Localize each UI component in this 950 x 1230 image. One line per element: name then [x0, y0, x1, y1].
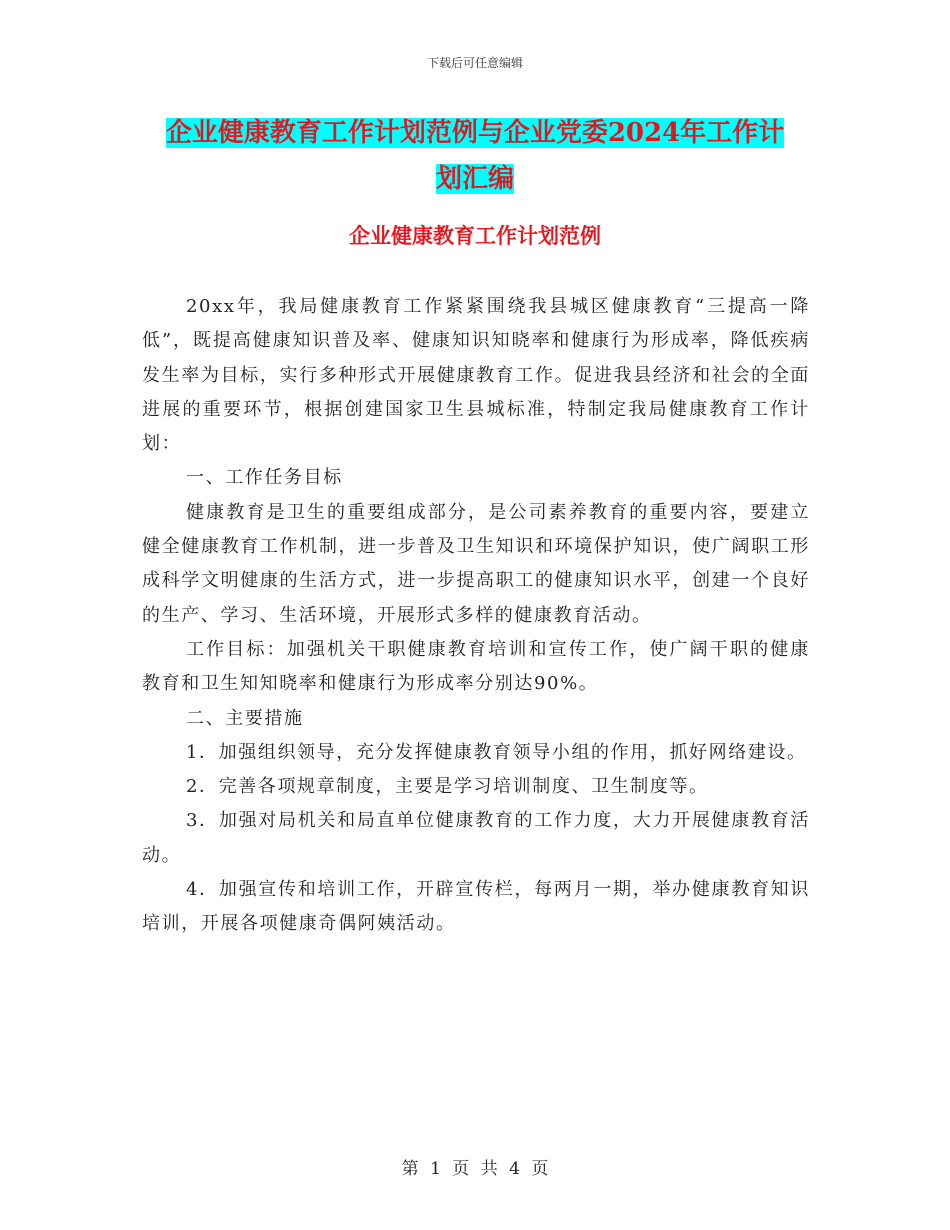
paragraph-work-goal: 工作目标：加强机关干职健康教育培训和宣传工作，使广阔干职的健康教育和卫生知知晓率和健康行为形成率分别达90%。 [142, 638, 810, 695]
page-header: 下载后可任意编辑 [426, 56, 523, 70]
paragraph-intro: 20xx年，我局健康教育工作紧紧围绕我县城区健康教育“三提高一降低”，既提高健康知识普及率、健康知识知晓率和健康行为形成率，降低疾病发生率为目标，实行多种形式开展健康教育工作。促进我县经济和社会的全面进展的重要环节，根据创建国家卫生县城标准，特制定我局健康教育工作计划： [142, 296, 810, 455]
title-line-1: 企业健康教育工作计划范例与企业党委2024年工作计 [165, 118, 785, 148]
heading-main-measures: 二、主要措施 [186, 707, 304, 729]
document-title [140, 110, 810, 202]
heading-task-goals: 一、工作任务目标 [186, 467, 343, 489]
document-body [142, 290, 810, 942]
measure-item-4: 4．加强宣传和培训工作，开辟宣传栏，每两月一期，举办健康教育知识培训，开展各项健康奇偶阿姨活动。 [142, 879, 810, 935]
section-title: 企业健康教育工作计划范例 [349, 223, 601, 248]
measure-item-2: 2．完善各项规章制度，主要是学习培训制度、卫生制度等。 [186, 776, 709, 798]
measure-item-1: 1．加强组织领导，充分发挥健康教育领导小组的作用，抓好网络建设。 [186, 741, 807, 763]
page-number: 第 1 页 共 4 页 [401, 1159, 549, 1179]
title-line-2: 划汇编 [435, 164, 514, 194]
measure-item-3: 3．加强对局机关和局直单位健康教育的工作力度，大力开展健康教育活动。 [142, 810, 810, 866]
paragraph-health-education: 健康教育是卫生的重要组成部分，是公司素养教育的重要内容，要建立健全健康教育工作机制，进一步普及卫生知识和环境保护知识，使广阔职工形成科学文明健康的生活方式，进一步提高职工的健康知识水平，创建一个良好的生产、学习、生活环境，开展形式多样的健康教育活动。 [142, 501, 810, 626]
